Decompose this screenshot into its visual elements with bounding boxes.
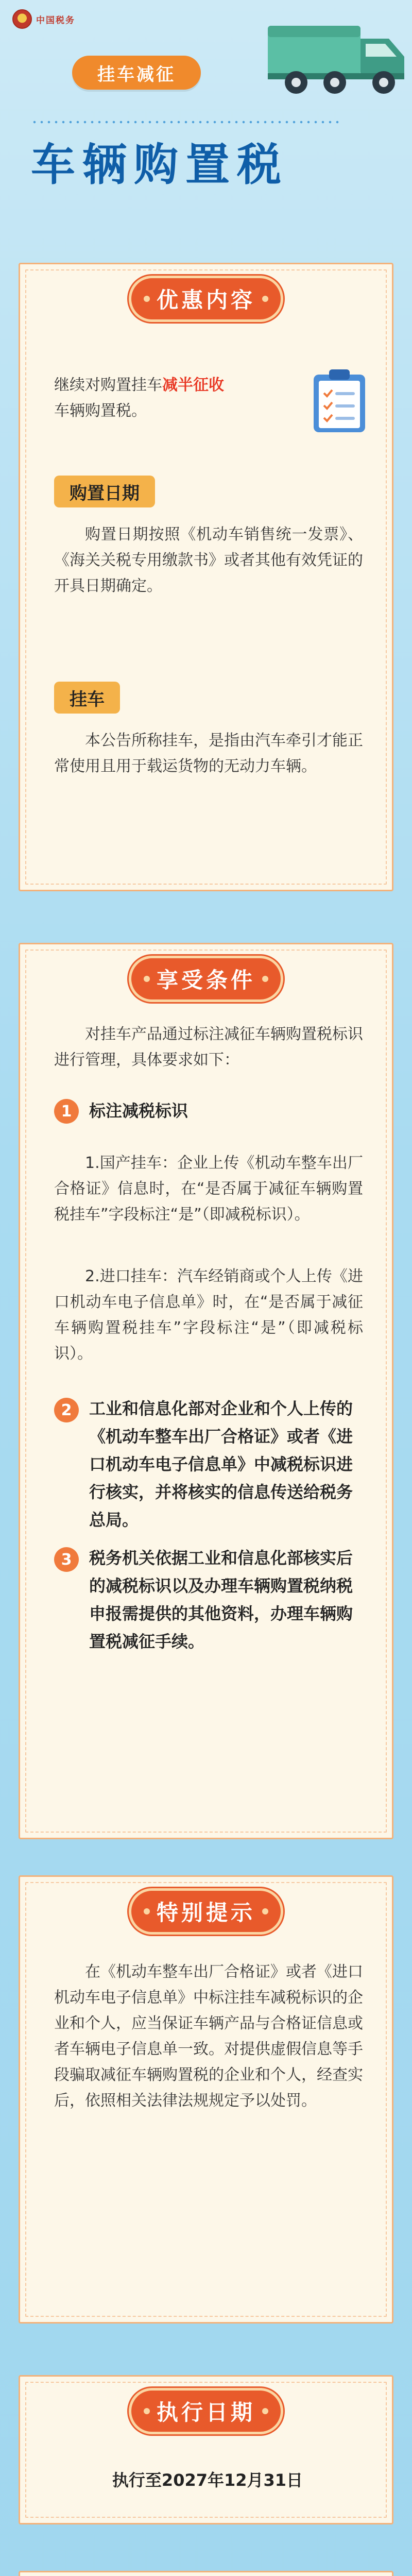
- notice-card: [19, 1875, 393, 2324]
- item-1-number: 1: [54, 1099, 79, 1124]
- logo-text: 中国税务: [36, 15, 75, 26]
- notice-badge: 特别提示: [129, 1888, 283, 1935]
- period-text: 执行至2027年12月31日: [112, 2470, 303, 2490]
- purchase-date-heading: 购置日期: [54, 476, 155, 507]
- trailer-text: 本公告所称挂车，是指由汽车牵引才能正常使用且用于载运货物的无动力车辆。: [54, 732, 363, 775]
- period-badge: 执行日期: [129, 2388, 283, 2434]
- logo: [12, 9, 75, 29]
- conditions-badge: 享受条件: [129, 956, 283, 1002]
- truck-icon: [258, 15, 412, 103]
- item-3-text: 税务机关依据工业和信息化部核实后的减税标识以及办理车辆购置税纳税申报需提供的其他资料，办理车辆购置税减征手续。: [89, 1548, 353, 1651]
- header: [0, 0, 412, 206]
- period-card: [19, 2375, 393, 2524]
- item-1-domestic: 1.国产挂车：企业上传《机动车整车出厂合格证》信息时，在“是否属于减征车辆购置税挂车”字段标注“是”（即减税标识）。: [54, 1154, 363, 1224]
- title-dots-decoration: [31, 120, 340, 125]
- purchase-date-text: 购置日期按照《机动车销售统一发票》、《海关关税专用缴款书》或者其他有效凭证的开具日期确定。: [54, 526, 363, 595]
- item-2-text: 工业和信息化部对企业和个人上传的《机动车整车出厂合格证》或者《进口机动车电子信息单》中减税标识进行核实，并将核实的信息传送给税务总局。: [89, 1399, 353, 1530]
- topic-tag: 挂车减征: [72, 56, 201, 90]
- clipboard-icon: [308, 367, 370, 434]
- trailer-heading: 挂车: [54, 682, 120, 714]
- item-1-imported: 2.进口挂车：汽车经销商或个人上传《进口机动车电子信息单》时，在“是否属于减征车辆购置税挂车”字段标注“是”（即减税标识）。: [54, 1267, 363, 1363]
- offer-card: [19, 263, 393, 891]
- conditions-intro: 对挂车产品通过标注减征车辆购置税标识进行管理，具体要求如下：: [54, 1025, 363, 1069]
- item-3-number: 3: [54, 1547, 79, 1572]
- basis-card: [19, 2571, 393, 2576]
- item-2-number: 2: [54, 1398, 79, 1422]
- notice-text: 在《机动车整车出厂合格证》或者《进口机动车电子信息单》中标注挂车减税标识的企业和个人，应当保证车辆产品与合格证信息或者车辆电子信息单一致。对提供虚假信息等手段骗取减征车辆购置税的企业和个人，经查实后，依照相关法律法规规定予以处罚。: [54, 1963, 363, 2110]
- offer-badge: 优惠内容: [129, 276, 283, 322]
- page-title: 车辆购置税: [31, 139, 288, 191]
- offer-intro: 继续对购置挂车减半征收 车辆购置税。: [54, 376, 224, 420]
- tax-emblem-icon: [12, 9, 32, 29]
- item-1-heading: 标注减税标识: [89, 1101, 188, 1121]
- conditions-card: [19, 943, 393, 1839]
